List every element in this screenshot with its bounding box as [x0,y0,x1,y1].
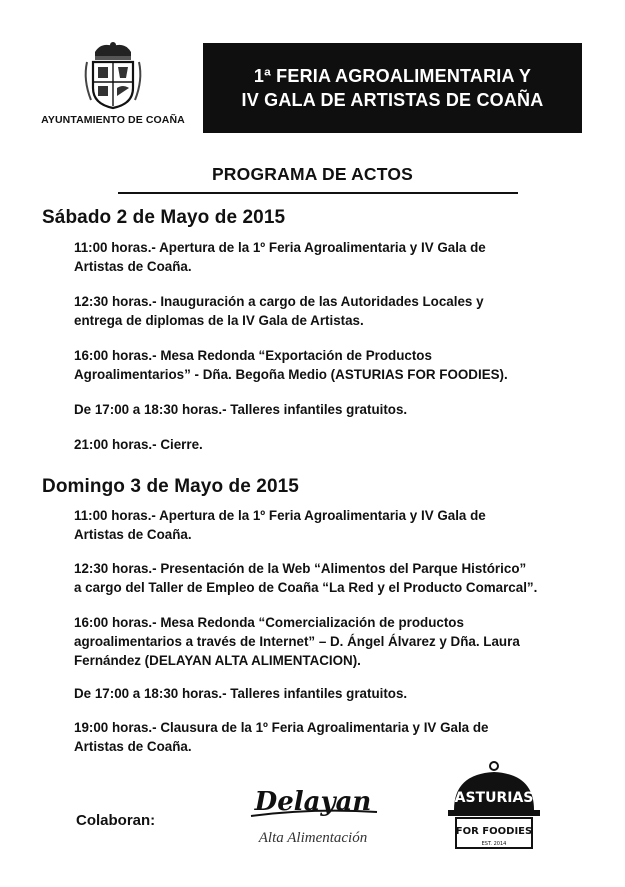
for-foodies-text: FOR FOODIES [455,826,533,837]
asturias-text: ASTURIAS [454,790,534,806]
town-hall-logo [38,40,188,140]
day-title-saturday: Sábado 2 de Mayo de 2015 [42,207,286,228]
coat-of-arms-icon [81,40,145,110]
list-item: 12:30 horas.- Inauguración a cargo de las Autoridades Locales y entrega de diplomas de la IV Gala de Artistas. [74,294,484,328]
list-item: 11:00 horas.- Apertura de la 1º Feria Agroalimentaria y IV Gala de Artistas de Coaña. [74,240,486,274]
event-title-line-1: 1ª FERIA AGROALIMENTARIA Y [253,66,532,86]
day-title-sunday: Domingo 3 de Mayo de 2015 [42,476,299,497]
list-item: 21:00 horas.- Cierre. [74,437,203,452]
est-text: EST. 2014 [481,841,507,847]
delayan-name: Delayan [254,787,372,817]
event-title-line-2: IV GALA DE ARTISTAS DE COAÑA [241,90,544,110]
list-item: 16:00 horas.- Mesa Redonda “Comercialización de productos agroalimentarios a través de Internet” – D. Ángel Álvarez y Dña. Laura Fernández (DELAYAN ALTA ALIMENTACION). [74,615,520,668]
list-item: 19:00 horas.- Clausura de la 1º Feria Agroalimentaria y IV Gala de Artistas de Coaña. [74,720,489,754]
event-title-box [203,43,582,133]
list-item: 16:00 horas.- Mesa Redonda “Exportación de Productos Agroalimentarios” - Dña. Begoña Medio (ASTURIAS FOR FOODIES). [74,348,508,382]
delayan-logo [243,782,383,854]
program-heading: PROGRAMA DE ACTOS [211,164,414,184]
list-item: De 17:00 a 18:30 horas.- Talleres infantiles gratuitos. [74,402,408,417]
list-item: 11:00 horas.- Apertura de la 1º Feria Agroalimentaria y IV Gala de Artistas de Coaña. [74,508,486,542]
delayan-tagline: Alta Alimentación [258,830,368,846]
asturias-for-foodies-logo [438,758,550,858]
list-item: De 17:00 a 18:30 horas.- Talleres infantiles gratuitos. [74,686,408,701]
sponsors-label: Colaboran: [76,812,156,829]
town-hall-name: AYUNTAMIENTO DE COAÑA [41,114,185,126]
list-item: 12:30 horas.- Presentación de la Web “Alimentos del Parque Histórico” a cargo del Taller de Empleo de Coaña “La Red y el Producto Comarcal”. [74,561,538,595]
heading-underline [118,192,518,194]
